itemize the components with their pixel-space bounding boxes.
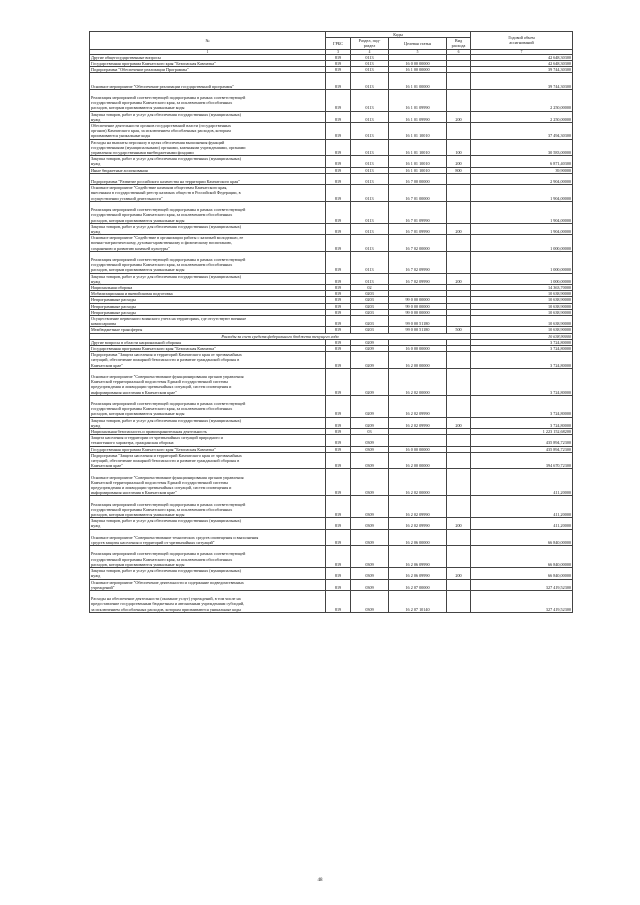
table-row [90,173,573,184]
amount-cell: 10 638,90000 [471,297,573,303]
name-cell: Государственная программа Камчатского края "Безопасная Камчатка" [90,446,326,452]
section-cell: 0203 [351,291,389,297]
table-row [90,235,573,252]
target-article-cell: 16 7 01 09990 [389,223,447,234]
name-cell: Другие общегосударственные вопросы [90,54,326,60]
amount-cell: 39 744,30300 [471,67,573,73]
section-cell: 0309 [351,518,389,529]
header-codes: Коды [326,32,471,38]
grbs-cell: 819 [326,291,351,297]
amount-cell: 435 894,72300 [471,446,573,452]
table-row [90,452,573,469]
name-cell: Основное мероприятие "Совершенствование технических средств оповещения и выполнения средств защиты населения и территорий от чрезвычайных ситуаций" [90,529,326,546]
target-article-cell: 16 2 02 09990 [389,518,447,529]
name-cell: Обеспечение деятельности органов государственной власти (государственных органов) Камчатского края, за исключением обособленных расходов, которым присваиваются уникальные коды [90,123,326,140]
name-cell: Основное мероприятие "Обеспечение деятельности и содержание подведомственных учреждений" [90,579,326,590]
expense-type-cell [447,185,471,202]
target-article-cell: 99 0 00 00000 [389,303,447,309]
grbs-cell: 819 [326,315,351,326]
target-article-cell: 16 2 02 00000 [389,368,447,395]
name-cell: Государственная программа Камчатского края "Безопасная Камчатка" [90,345,326,351]
target-article-cell: 16 2 00 00000 [389,452,447,469]
grbs-cell: 819 [326,167,351,173]
amount-cell: 1 904,00000 [471,223,573,234]
table-row [90,368,573,395]
target-article-cell: 16 2 02 09990 [389,417,447,428]
name-cell: Основное мероприятие "Содействие казачьим обществам Камчатского края, внесенным в государственный реестр казачьих обществ в Российской Федерации, в осуществлении уставной деятельности" [90,185,326,202]
target-article-cell: 16 2 02 00000 [389,469,447,496]
name-cell: Закупка товаров, работ и услуг для обеспечения государственных (муниципальных) нужд [90,111,326,122]
note-text: Расходы за счет средств федерального бюджета текущего года [90,333,471,339]
section-cell: 0309 [351,452,389,469]
expense-type-cell: 200 [447,111,471,122]
name-cell: Государственная программа Камчатского края "Безопасная Камчатка" [90,60,326,66]
name-cell: Основное мероприятие "Обеспечение реализации государственной программы" [90,73,326,90]
section-cell: 0203 [351,327,389,333]
expense-type-cell [447,546,471,568]
expense-type-cell [447,469,471,496]
table-row [90,156,573,167]
expense-type-cell [447,529,471,546]
name-cell: Подпрограмма "Защита населения и территорий Камчатского края от чрезвычайных ситуаций, обеспечение пожарной безопасности и развитие гражданской обороны в Камчатском крае" [90,452,326,469]
amount-cell: 66 840,00000 [471,529,573,546]
grbs-cell: 819 [326,518,351,529]
amount-cell: 6 871,40300 [471,156,573,167]
expense-type-cell [447,235,471,252]
name-cell: Иные бюджетные ассигнования [90,167,326,173]
amount-cell: 3 724,80000 [471,345,573,351]
expense-type-cell: 200 [447,568,471,579]
name-cell: Реализация мероприятий соответствующей подпрограммы в рамках соответствующей государственной программы Камчатского края, за исключением обособленных расходов, которым присваиваются уникальные коды [90,251,326,273]
section-cell: 03 [351,429,389,435]
target-article-cell: 16 0 00 00000 [389,60,447,66]
grbs-cell: 819 [326,173,351,184]
amount-cell: 42 648,30300 [471,54,573,60]
amount-cell: 10 638,90000 [471,327,573,333]
section-cell: 0209 [351,395,389,417]
target-article-cell: 16 2 06 00000 [389,529,447,546]
name-cell: Национальная оборона [90,284,326,290]
name-cell: Закупка товаров, работ и услуг для обеспечения государственных (муниципальных) нужд [90,273,326,284]
target-article-cell: 16 1 01 09990 [389,89,447,111]
expense-type-cell: 200 [447,223,471,234]
amount-cell: 14 363,70000 [471,284,573,290]
target-article-cell: 16 1 00 00000 [389,67,447,73]
target-article-cell: 16 2 07 00000 [389,579,447,590]
expense-type-cell: 500 [447,327,471,333]
name-cell: Расходы на выплаты персоналу в целях обеспечения выполнения функций государственными (муниципальными) органами, казенными учреждениями, органами управления государственными внебюджетными фондами [90,139,326,156]
name-cell: Реализация мероприятий соответствующей подпрограммы в рамках соответствующей государственной программы Камчатского края, за исключением обособленных расходов, которым присваиваются уникальные коды [90,201,326,223]
name-cell: Закупка товаров, работ и услуг для обеспечения государственных (муниципальных) нужд [90,156,326,167]
grbs-cell: 819 [326,417,351,428]
section-cell: 0113 [351,60,389,66]
target-article-cell: 16 1 01 09990 [389,111,447,122]
expense-type-cell [447,368,471,395]
amount-cell: 10 638,90000 [471,333,573,339]
grbs-cell: 819 [326,446,351,452]
name-cell: Основное мероприятие "Содействие в организации работы с казачьей молодежью, ее военно-патриотическому, духовно-нравственному и физическому воспитанию, сохранению и развитию казачьей культуры" [90,235,326,252]
grbs-cell: 819 [326,223,351,234]
section-cell: 0209 [351,352,389,369]
amount-cell: 3 724,80000 [471,417,573,428]
grbs-cell: 819 [326,327,351,333]
expense-type-cell [447,89,471,111]
target-article-cell: 16 1 01 10010 [389,156,447,167]
grbs-cell: 819 [326,546,351,568]
expense-type-cell: 200 [447,273,471,284]
table-row [90,568,573,579]
name-cell: Закупка товаров, работ и услуг для обеспечения государственных (муниципальных) нужд [90,518,326,529]
section-cell: 0309 [351,568,389,579]
amount-cell: 30 583,00000 [471,139,573,156]
section-cell: 0209 [351,417,389,428]
target-article-cell: 16 7 02 00000 [389,235,447,252]
table-row [90,352,573,369]
amount-cell: 3 724,80000 [471,352,573,369]
amount-cell: 411,20000 [471,469,573,496]
name-cell: Осуществление первичного воинского учета на территориях, где отсутствуют военные комиссариаты [90,315,326,326]
index-cell: 6 [447,49,471,54]
expense-type-cell [447,123,471,140]
amount-cell: 3 724,80000 [471,368,573,395]
grbs-cell: 819 [326,568,351,579]
grbs-cell: 819 [326,579,351,590]
section-cell: 0113 [351,223,389,234]
target-article-cell: 16 7 02 09990 [389,251,447,273]
section-cell: 0309 [351,590,389,612]
table-row [90,123,573,140]
expense-type-cell [447,579,471,590]
target-article-cell: 16 0 00 00000 [389,345,447,351]
table-row [90,89,573,111]
table-row [90,273,573,284]
section-cell: 0113 [351,54,389,60]
table-row [90,546,573,568]
table-row [90,579,573,590]
table-row [90,223,573,234]
amount-cell: 2 250,00000 [471,89,573,111]
section-cell: 0309 [351,579,389,590]
table-row [90,111,573,122]
amount-cell: 394 670,72300 [471,452,573,469]
table-row [90,417,573,428]
section-cell: 0209 [351,339,389,345]
grbs-cell: 819 [326,309,351,315]
expense-type-cell [447,590,471,612]
table-row [90,251,573,273]
section-cell: 0309 [351,469,389,496]
amount-cell: 1 000,00000 [471,251,573,273]
index-cell: 4 [351,49,389,54]
target-article-cell: 16 7 01 00000 [389,185,447,202]
grbs-cell: 819 [326,89,351,111]
grbs-cell: 819 [326,469,351,496]
target-article-cell: 16 1 01 10010 [389,123,447,140]
expense-type-cell [447,173,471,184]
grbs-cell: 819 [326,339,351,345]
grbs-cell: 819 [326,123,351,140]
amount-cell: 435 894,72300 [471,435,573,446]
name-cell: Непрограммные расходы [90,297,326,303]
grbs-cell: 819 [326,297,351,303]
header-target-article: Целевая статья [389,38,447,49]
target-article-cell: 16 2 07 10140 [389,590,447,612]
index-cell: 3 [326,49,351,54]
section-cell: 0113 [351,156,389,167]
amount-cell: 10 638,90000 [471,309,573,315]
target-article-cell: 99 0 00 51180 [389,315,447,326]
table-row [90,395,573,417]
budget-table [89,31,573,613]
section-cell: 0113 [351,173,389,184]
grbs-cell: 819 [326,496,351,518]
target-article-cell: 16 2 02 09990 [389,395,447,417]
target-article-cell: 16 1 01 00000 [389,73,447,90]
name-cell: Закупка товаров, работ и услуг для обеспечения государственных (муниципальных) нужд [90,568,326,579]
amount-cell: 411,20000 [471,496,573,518]
name-cell: Мобилизационная и вневойсковая подготовка [90,291,326,297]
grbs-cell: 819 [326,60,351,66]
section-cell: 0203 [351,309,389,315]
grbs-cell: 819 [326,139,351,156]
name-cell: Защита населения и территории от чрезвычайных ситуаций природного и техногенного характера, гражданская оборона [90,435,326,446]
amount-cell: 66 840,00000 [471,546,573,568]
target-article-cell: 16 2 06 09990 [389,568,447,579]
section-cell: 0309 [351,446,389,452]
grbs-cell: 819 [326,251,351,273]
target-article-cell: 16 1 01 10010 [389,167,447,173]
table-row [90,518,573,529]
target-article-cell: 16 2 06 09990 [389,546,447,568]
grbs-cell: 819 [326,201,351,223]
index-cell: 5 [389,49,447,54]
table-body [90,54,573,612]
amount-cell: 2 250,00000 [471,111,573,122]
section-cell: 0203 [351,297,389,303]
target-article-cell: 16 7 01 09990 [389,201,447,223]
name-cell: Основное мероприятие "Совершенствование функционирования органов управления Камчатской территориальной подсистемы Единой государственной системы предупреждения и ликвидации чрезвычайных ситуаций, систем оповещения и информирования населения в Камчатском крае" [90,368,326,395]
target-article-cell: 16 1 01 10010 [389,139,447,156]
amount-cell: 2 904,00000 [471,173,573,184]
grbs-cell: 819 [326,284,351,290]
section-cell: 02 [351,284,389,290]
section-cell: 0309 [351,435,389,446]
grbs-cell: 819 [326,429,351,435]
grbs-cell: 819 [326,352,351,369]
name-cell: Национальная безопасность и правоохранительная деятельность [90,429,326,435]
table-row [90,315,573,326]
grbs-cell: 819 [326,303,351,309]
header-grbs: ГРБС [326,38,351,49]
grbs-cell: 819 [326,273,351,284]
expense-type-cell: 800 [447,167,471,173]
name-cell: Реализация мероприятий соответствующей подпрограммы в рамках соответствующей государственной программы Камчатского края, за исключением обособленных расходов, которым присваиваются уникальные коды [90,395,326,417]
section-cell: 0209 [351,368,389,395]
table-row [90,73,573,90]
target-article-cell: 99 0 00 00000 [389,297,447,303]
page-number: 48 [317,878,323,883]
header-expense-type: Вид расхода [447,38,471,49]
index-cell: 1 [90,49,326,54]
target-article-cell: 99 0 00 00000 [389,309,447,315]
target-article-cell: 16 2 02 09990 [389,496,447,518]
expense-type-cell [447,352,471,369]
expense-type-cell: 200 [447,518,471,529]
grbs-cell: 819 [326,73,351,90]
section-cell: 0113 [351,273,389,284]
header-num: № [90,32,326,50]
name-cell: Непрограммные расходы [90,303,326,309]
table-row [90,185,573,202]
amount-cell: 411,20000 [471,518,573,529]
target-article-cell [389,435,447,446]
section-cell: 0113 [351,167,389,173]
grbs-cell: 819 [326,185,351,202]
name-cell: Закупка товаров, работ и услуг для обеспечения государственных (муниципальных) нужд [90,417,326,428]
amount-cell: 1 904,00000 [471,201,573,223]
grbs-cell: 819 [326,529,351,546]
grbs-cell: 819 [326,235,351,252]
grbs-cell: 819 [326,452,351,469]
name-cell: Реализация мероприятий соответствующей подпрограммы в рамках соответствующей государственной программы Камчатского края, за исключением обособленных расходов, которым присваиваются уникальные коды [90,496,326,518]
amount-cell: 10 638,90000 [471,315,573,326]
amount-cell: 10 638,90000 [471,291,573,297]
amount-cell: 37 494,30300 [471,123,573,140]
name-cell: Непрограммные расходы [90,309,326,315]
section-cell: 0113 [351,201,389,223]
header-section: Раздел, под- раздел [351,38,389,49]
name-cell: Подпрограмма "Развитие российского казачества на территории Камчатского края" [90,173,326,184]
grbs-cell: 819 [326,156,351,167]
name-cell: Расходы на обеспечение деятельности (оказание услуг) учреждений, в том числе на предоставление государственным бюджетным и автономным учреждениям субсидий, за исключением обособленных расходов, которым присваиваются уникальные коды [90,590,326,612]
grbs-cell: 819 [326,368,351,395]
grbs-cell: 819 [326,590,351,612]
index-cell: 7 [471,49,573,54]
table-row [90,201,573,223]
section-cell: 0113 [351,251,389,273]
section-cell: 0113 [351,89,389,111]
grbs-cell: 819 [326,54,351,60]
table-row [90,139,573,156]
section-cell: 0113 [351,185,389,202]
table-row [90,469,573,496]
name-cell: Подпрограмма "Защита населения и территорий Камчатского края от чрезвычайных ситуаций, обеспечение пожарной безопасности и развитие гражданской обороны в Камчатском крае" [90,352,326,369]
expense-type-cell [447,315,471,326]
grbs-cell: 819 [326,111,351,122]
table-header [90,32,573,55]
amount-cell: 39 744,30300 [471,73,573,90]
amount-cell: 10 638,90000 [471,303,573,309]
amount-cell: 66 840,00000 [471,568,573,579]
table-row [90,496,573,518]
expense-type-cell [447,496,471,518]
expense-type-cell [447,201,471,223]
name-cell: Другие вопросы в области национальной обороны [90,339,326,345]
target-article-cell: 16 0 00 00000 [389,446,447,452]
target-article-cell: 99 0 00 51180 [389,327,447,333]
section-cell: 0113 [351,73,389,90]
amount-cell: 1 000,00000 [471,235,573,252]
table-row [90,435,573,446]
name-cell: Межбюджетные трансферты [90,327,326,333]
grbs-cell: 819 [326,435,351,446]
table-row [90,529,573,546]
section-cell: 0203 [351,315,389,326]
section-cell: 0203 [351,303,389,309]
amount-cell: 1 000,00000 [471,273,573,284]
header-annual-sum: Годовой объем ассигнований [471,32,573,50]
section-cell: 0113 [351,139,389,156]
expense-type-cell [447,452,471,469]
target-article-cell: 16 7 02 09990 [389,273,447,284]
expense-type-cell [447,395,471,417]
expense-type-cell [447,251,471,273]
expense-type-cell: 200 [447,156,471,167]
expense-type-cell [447,435,471,446]
grbs-cell: 819 [326,395,351,417]
table-row [90,590,573,612]
expense-type-cell [447,73,471,90]
name-cell: Реализация мероприятий соответствующей подпрограммы в рамках соответствующей государственной программы Камчатского края, за исключением обособленных расходов, которым присваиваются уникальные коды [90,546,326,568]
section-cell: 0309 [351,529,389,546]
section-cell: 0309 [351,546,389,568]
grbs-cell: 819 [326,67,351,73]
name-cell: Закупка товаров, работ и услуг для обеспечения государственных (муниципальных) нужд [90,223,326,234]
target-article-cell: 16 7 00 00000 [389,173,447,184]
grbs-cell: 819 [326,345,351,351]
amount-cell: 3 724,80000 [471,339,573,345]
amount-cell: 1 223 152,68200 [471,429,573,435]
amount-cell: 3 724,80000 [471,395,573,417]
section-cell: 0209 [351,345,389,351]
expense-type-cell: 100 [447,139,471,156]
section-cell: 0113 [351,67,389,73]
amount-cell: 327 419,52300 [471,579,573,590]
amount-cell: 42 648,30300 [471,60,573,66]
expense-type-cell: 200 [447,417,471,428]
name-cell: Основное мероприятие "Совершенствование функционирования органов управления Камчатской территориальной подсистемы Единой государственной системы предупреждения и ликвидации чрезвычайных ситуаций, систем оповещения и информирования населения в Камчатском крае" [90,469,326,496]
amount-cell: 1 904,00000 [471,185,573,202]
name-cell: Реализация мероприятий соответствующей подпрограммы в рамках соответствующей государственной программы Камчатского края, за исключением обособленных расходов, которым присваиваются уникальные коды [90,89,326,111]
amount-cell: 39,90000 [471,167,573,173]
section-cell: 0309 [351,496,389,518]
target-article-cell: 16 2 00 00000 [389,352,447,369]
section-cell: 0113 [351,235,389,252]
section-cell: 0113 [351,111,389,122]
amount-cell: 327 419,52300 [471,590,573,612]
section-cell: 0113 [351,123,389,140]
name-cell: Подпрограмма "Обеспечение реализации Программы" [90,67,326,73]
